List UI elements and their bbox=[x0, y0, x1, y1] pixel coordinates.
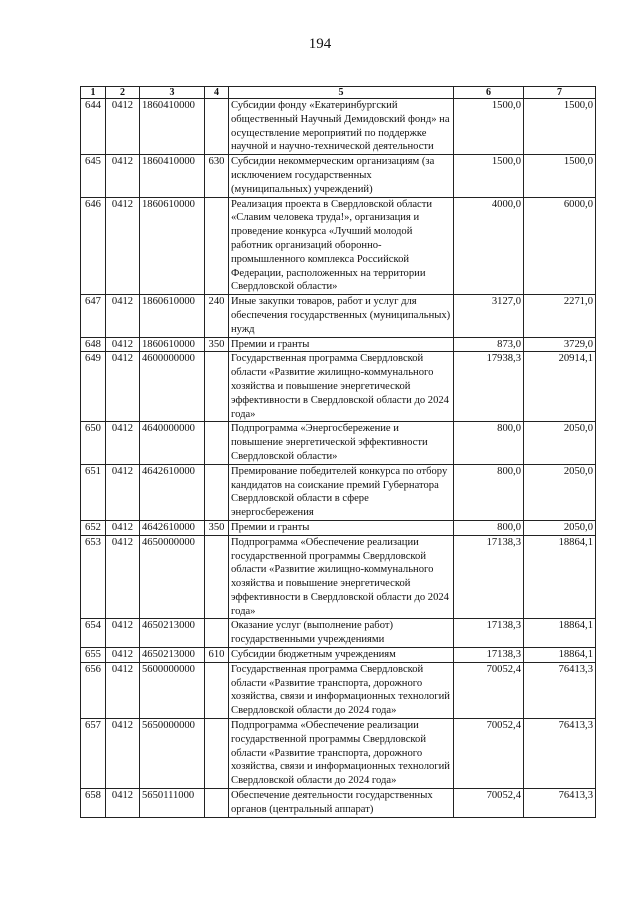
target-article-code: 1860610000 bbox=[140, 197, 205, 295]
budget-table bbox=[80, 86, 596, 818]
amount-year-1: 17138,3 bbox=[454, 648, 524, 663]
target-article-code: 4642610000 bbox=[140, 520, 205, 535]
row-number: 658 bbox=[81, 789, 106, 818]
expense-type-code bbox=[205, 662, 229, 718]
amount-year-2: 18864,1 bbox=[524, 535, 596, 619]
amount-year-2: 3729,0 bbox=[524, 337, 596, 352]
amount-year-2: 18864,1 bbox=[524, 648, 596, 663]
target-article-code: 4600000000 bbox=[140, 352, 205, 422]
expense-type-code bbox=[205, 464, 229, 520]
row-number: 645 bbox=[81, 155, 106, 197]
amount-year-2: 2050,0 bbox=[524, 520, 596, 535]
table-row bbox=[81, 535, 596, 619]
item-name: Субсидии бюджетным учреждениям bbox=[229, 648, 454, 663]
item-name: Премии и гранты bbox=[229, 337, 454, 352]
amount-year-1: 873,0 bbox=[454, 337, 524, 352]
expense-type-code bbox=[205, 789, 229, 818]
row-number: 651 bbox=[81, 464, 106, 520]
table-row bbox=[81, 719, 596, 789]
col-header-2: 2 bbox=[106, 87, 140, 99]
item-name: Премии и гранты bbox=[229, 520, 454, 535]
target-article-code: 5600000000 bbox=[140, 662, 205, 718]
col-header-7: 7 bbox=[524, 87, 596, 99]
item-name: Подпрограмма «Энергосбережение и повышение энергетической эффективности Свердловской области» bbox=[229, 422, 454, 464]
expense-type-code bbox=[205, 719, 229, 789]
amount-year-2: 6000,0 bbox=[524, 197, 596, 295]
expense-type-code bbox=[205, 197, 229, 295]
section-code: 0412 bbox=[106, 99, 140, 155]
item-name: Субсидии фонду «Екатеринбургский общественный Научный Демидовский фонд» на осуществление мероприятий по поддержке научной и научно-технической деятельности bbox=[229, 99, 454, 155]
col-header-3: 3 bbox=[140, 87, 205, 99]
section-code: 0412 bbox=[106, 662, 140, 718]
amount-year-1: 70052,4 bbox=[454, 719, 524, 789]
table-row bbox=[81, 197, 596, 295]
table-row bbox=[81, 99, 596, 155]
target-article-code: 4650213000 bbox=[140, 648, 205, 663]
table-row bbox=[81, 295, 596, 337]
expense-type-code: 240 bbox=[205, 295, 229, 337]
expense-type-code: 610 bbox=[205, 648, 229, 663]
section-code: 0412 bbox=[106, 155, 140, 197]
section-code: 0412 bbox=[106, 648, 140, 663]
table-row bbox=[81, 422, 596, 464]
section-code: 0412 bbox=[106, 464, 140, 520]
header-row bbox=[81, 87, 596, 99]
section-code: 0412 bbox=[106, 719, 140, 789]
amount-year-2: 76413,3 bbox=[524, 719, 596, 789]
table-row bbox=[81, 155, 596, 197]
expense-type-code bbox=[205, 99, 229, 155]
section-code: 0412 bbox=[106, 197, 140, 295]
item-name: Субсидии некоммерческим организациям (за исключением государственных (муниципальных) учреждений) bbox=[229, 155, 454, 197]
row-number: 652 bbox=[81, 520, 106, 535]
row-number: 646 bbox=[81, 197, 106, 295]
amount-year-1: 70052,4 bbox=[454, 789, 524, 818]
row-number: 654 bbox=[81, 619, 106, 648]
table-row bbox=[81, 789, 596, 818]
amount-year-1: 4000,0 bbox=[454, 197, 524, 295]
section-code: 0412 bbox=[106, 422, 140, 464]
amount-year-1: 17938,3 bbox=[454, 352, 524, 422]
target-article-code: 4650000000 bbox=[140, 535, 205, 619]
row-number: 648 bbox=[81, 337, 106, 352]
table-row bbox=[81, 648, 596, 663]
item-name: Иные закупки товаров, работ и услуг для обеспечения государственных (муниципальных) нужд bbox=[229, 295, 454, 337]
target-article-code: 5650000000 bbox=[140, 719, 205, 789]
row-number: 653 bbox=[81, 535, 106, 619]
amount-year-2: 2271,0 bbox=[524, 295, 596, 337]
expense-type-code bbox=[205, 619, 229, 648]
amount-year-2: 2050,0 bbox=[524, 422, 596, 464]
amount-year-1: 800,0 bbox=[454, 464, 524, 520]
expense-type-code: 350 bbox=[205, 337, 229, 352]
row-number: 657 bbox=[81, 719, 106, 789]
target-article-code: 5650111000 bbox=[140, 789, 205, 818]
amount-year-2: 1500,0 bbox=[524, 99, 596, 155]
section-code: 0412 bbox=[106, 295, 140, 337]
section-code: 0412 bbox=[106, 619, 140, 648]
item-name: Государственная программа Свердловской области «Развитие транспорта, дорожного хозяйства, связи и информационных технологий Свердловской области до 2024 года» bbox=[229, 662, 454, 718]
item-name: Оказание услуг (выполнение работ) государственными учреждениями bbox=[229, 619, 454, 648]
section-code: 0412 bbox=[106, 337, 140, 352]
col-header-6: 6 bbox=[454, 87, 524, 99]
amount-year-1: 17138,3 bbox=[454, 619, 524, 648]
table-row bbox=[81, 619, 596, 648]
amount-year-2: 76413,3 bbox=[524, 789, 596, 818]
expense-type-code bbox=[205, 535, 229, 619]
amount-year-2: 76413,3 bbox=[524, 662, 596, 718]
target-article-code: 1860410000 bbox=[140, 99, 205, 155]
row-number: 656 bbox=[81, 662, 106, 718]
amount-year-1: 70052,4 bbox=[454, 662, 524, 718]
item-name: Реализация проекта в Свердловской области «Славим человека труда!», организация и проведение конкурса «Лучший молодой работник организаций оборонно-промышленного комплекса Российской Федерации, расположенных на территории Свердловской области» bbox=[229, 197, 454, 295]
amount-year-2: 18864,1 bbox=[524, 619, 596, 648]
item-name: Подпрограмма «Обеспечение реализации государственной программы Свердловской области «Развитие жилищно-коммунального хозяйства и повышение энергетической эффективности в Свердловской области до 2024 года» bbox=[229, 535, 454, 619]
target-article-code: 1860610000 bbox=[140, 337, 205, 352]
amount-year-1: 17138,3 bbox=[454, 535, 524, 619]
table-row bbox=[81, 662, 596, 718]
amount-year-1: 1500,0 bbox=[454, 155, 524, 197]
expense-type-code bbox=[205, 352, 229, 422]
amount-year-2: 2050,0 bbox=[524, 464, 596, 520]
target-article-code: 1860410000 bbox=[140, 155, 205, 197]
section-code: 0412 bbox=[106, 520, 140, 535]
table-row bbox=[81, 352, 596, 422]
amount-year-2: 20914,1 bbox=[524, 352, 596, 422]
amount-year-1: 3127,0 bbox=[454, 295, 524, 337]
target-article-code: 4640000000 bbox=[140, 422, 205, 464]
item-name: Обеспечение деятельности государственных органов (центральный аппарат) bbox=[229, 789, 454, 818]
table-row bbox=[81, 464, 596, 520]
page-number: 194 bbox=[308, 36, 332, 52]
amount-year-1: 800,0 bbox=[454, 422, 524, 464]
table-row bbox=[81, 337, 596, 352]
section-code: 0412 bbox=[106, 352, 140, 422]
expense-type-code: 350 bbox=[205, 520, 229, 535]
target-article-code: 1860610000 bbox=[140, 295, 205, 337]
section-code: 0412 bbox=[106, 789, 140, 818]
target-article-code: 4642610000 bbox=[140, 464, 205, 520]
row-number: 644 bbox=[81, 99, 106, 155]
col-header-5: 5 bbox=[229, 87, 454, 99]
section-code: 0412 bbox=[106, 535, 140, 619]
row-number: 650 bbox=[81, 422, 106, 464]
col-header-4: 4 bbox=[205, 87, 229, 99]
item-name: Премирование победителей конкурса по отбору кандидатов на соискание премий Губернатора Свердловской области в сфере энергосбережения bbox=[229, 464, 454, 520]
target-article-code: 4650213000 bbox=[140, 619, 205, 648]
col-header-1: 1 bbox=[81, 87, 106, 99]
expense-type-code bbox=[205, 422, 229, 464]
amount-year-1: 1500,0 bbox=[454, 99, 524, 155]
amount-year-1: 800,0 bbox=[454, 520, 524, 535]
expense-type-code: 630 bbox=[205, 155, 229, 197]
amount-year-2: 1500,0 bbox=[524, 155, 596, 197]
row-number: 649 bbox=[81, 352, 106, 422]
row-number: 647 bbox=[81, 295, 106, 337]
table-row bbox=[81, 520, 596, 535]
item-name: Подпрограмма «Обеспечение реализации государственной программы Свердловской области «Развитие транспорта, дорожного хозяйства, связи и информационных технологий Свердловской области до 2024 года» bbox=[229, 719, 454, 789]
item-name: Государственная программа Свердловской области «Развитие жилищно-коммунального хозяйства и повышение энергетической эффективности в Свердловской области до 2024 года» bbox=[229, 352, 454, 422]
row-number: 655 bbox=[81, 648, 106, 663]
